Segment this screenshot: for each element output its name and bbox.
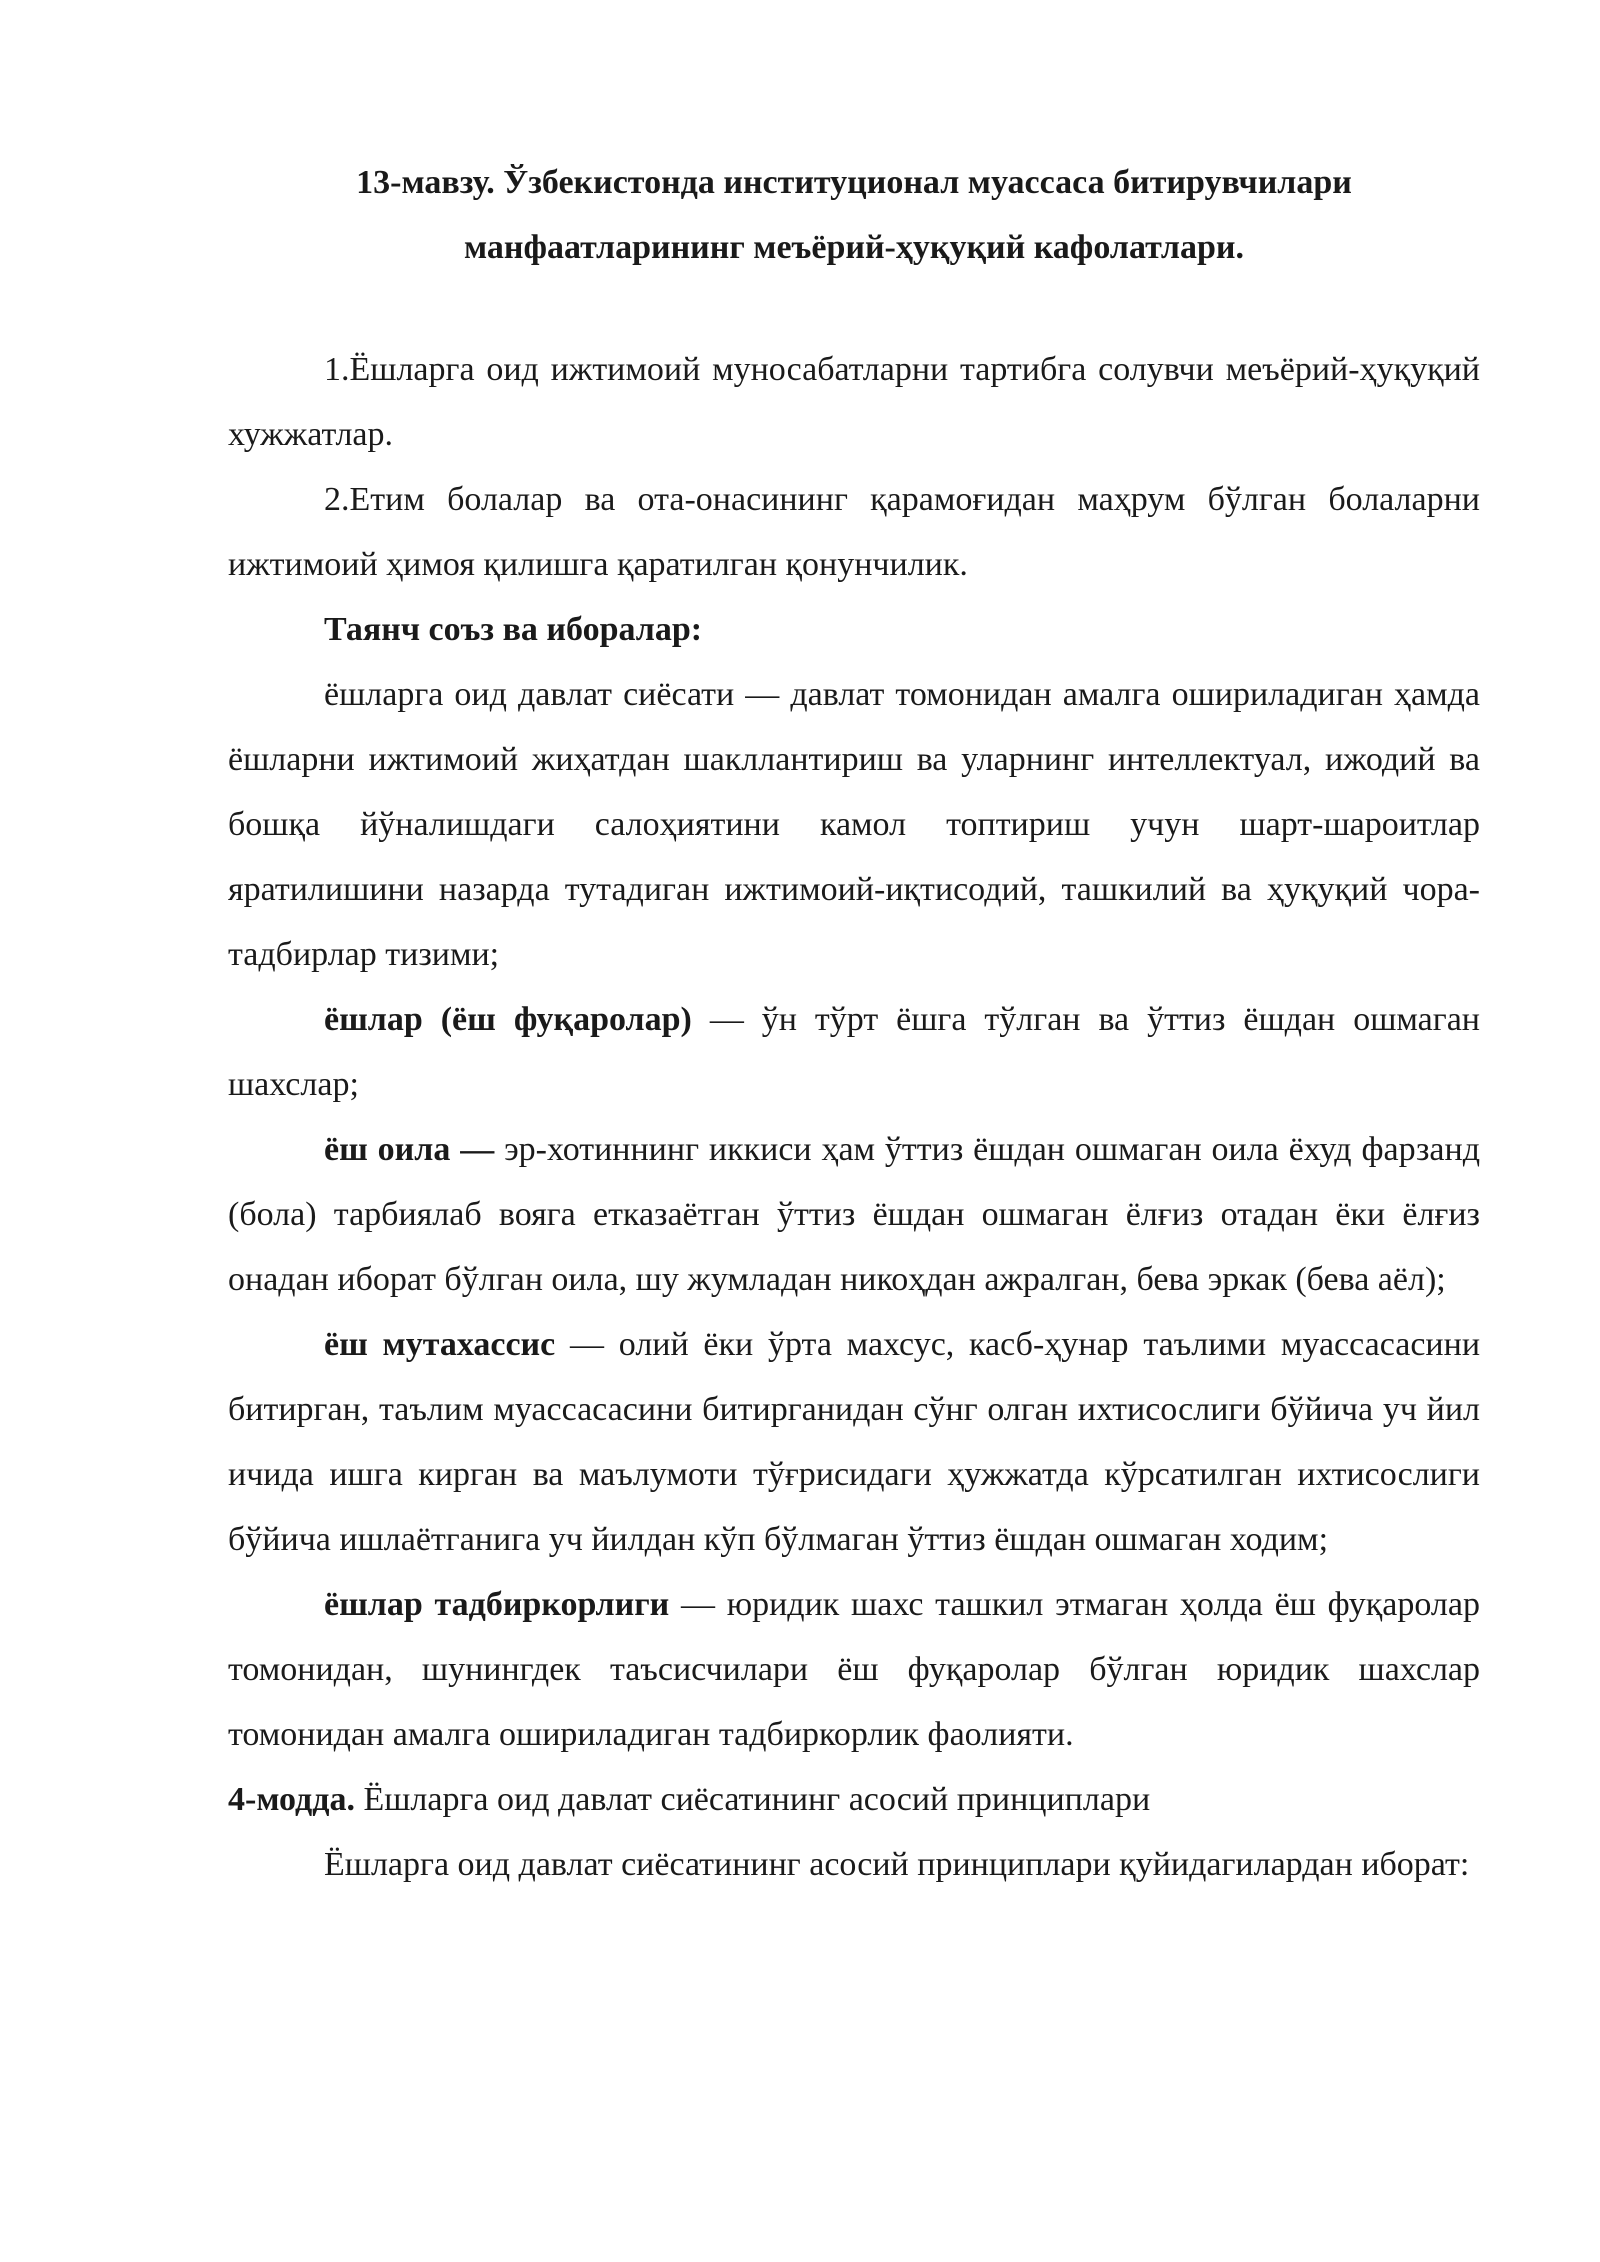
plan-item-1: 1.Ёшларга оид ижтимоий муносабатларни тартибга солувчи меъёрий-ҳуқуқий хужжатлар. — [228, 351, 1480, 453]
definition-young-family — [228, 1117, 1480, 1312]
def-young-specialist: — олий ёки ўрта махсус, касб-ҳунар таълими муассасасини битирган, таълим муассасасини битирганидан сўнг олган ихтисослиги бўйича уч йил ичида ишга кирган ва маълумоти тўғрисидаги ҳужжатда кўрсатилган ихтисослиги бўйича ишлаётганига уч йилдан кўп бўлмаган ўттиз ёшдан ошмаган ходим; — [228, 1326, 1481, 1558]
def-youth: — ўн тўрт ёшга тўлган ва ўттиз ёшдан ошмаган шахслар; — [228, 1001, 1480, 1103]
definition-youth — [228, 987, 1480, 1117]
title-line-2: манфаатларининг меъёрий-ҳуқуқий кафолатлари. — [463, 229, 1244, 266]
article-heading — [228, 1767, 1480, 1832]
plan-item-2: 2.Етим болалар ва ота-онасининг қарамоғидан маҳрум бўлган болаларни ижтимоий ҳимоя қилишга қаратилган қонунчилик. — [228, 481, 1480, 583]
term-youth: ёшлар (ёш фуқаролар) — [324, 1001, 692, 1038]
definition-young-specialist — [228, 1312, 1480, 1572]
term-youth-entrepreneurship: ёшлар тадбиркорлиги — [324, 1586, 670, 1623]
keywords-heading — [228, 597, 1480, 662]
def-young-family: эр-хотиннинг иккиси ҳам ўттиз ёшдан ошмаган оила ёхуд фарзанд (бола) тарбиялаб вояга етказаётган ўттиз ёшдан ошмаган ёлғиз отадан ёки ёлғиз онадан иборат бўлган оила, шу жумладан никоҳдан ажралган, бева эркак (бева аёл); — [228, 1131, 1481, 1298]
term-young-family: ёш оила — — [324, 1131, 495, 1168]
document-body — [228, 337, 1480, 1897]
definition-youth-policy: ёшларга оид давлат сиёсати — давлат томонидан амалга ошириладиган ҳамда ёшларни ижтимоий жиҳатдан шакллантириш ва уларнинг интеллектуал, ижодий ва бошқа йўналишдаги салоҳиятини камол топтириш учун шарт-шароитлар яратилишини назарда тутадиган ижтимоий-иқтисодий, ташкилий ва ҳуқуқий чора-тадбирлар тизими; — [228, 676, 1480, 973]
article-title: Ёшларга оид давлат сиёсатининг асосий принциплари — [354, 1781, 1151, 1818]
article-intro: Ёшларга оид давлат сиёсатининг асосий принциплари қуйидагилардан иборат: — [324, 1846, 1470, 1883]
term-young-specialist: ёш мутахассис — [324, 1326, 556, 1363]
keywords-heading-text: Таянч соъз ва иборалар: — [324, 611, 703, 648]
page-title — [228, 150, 1480, 280]
definition-youth-entrepreneurship — [228, 1572, 1480, 1767]
title-line-1: 13-мавзу. Ўзбекистонда институционал муассаса битирувчилари — [356, 164, 1352, 201]
article-label: 4-модда. — [228, 1781, 355, 1818]
def-youth-entrepreneurship: — юридик шахс ташкил этмаган ҳолда ёш фуқаролар томонидан, шунингдек таъсисчилари ёш фуқаролар бўлган юридик шахслар томонидан амалга ошириладиган тадбиркорлик фаолияти. — [228, 1586, 1480, 1753]
